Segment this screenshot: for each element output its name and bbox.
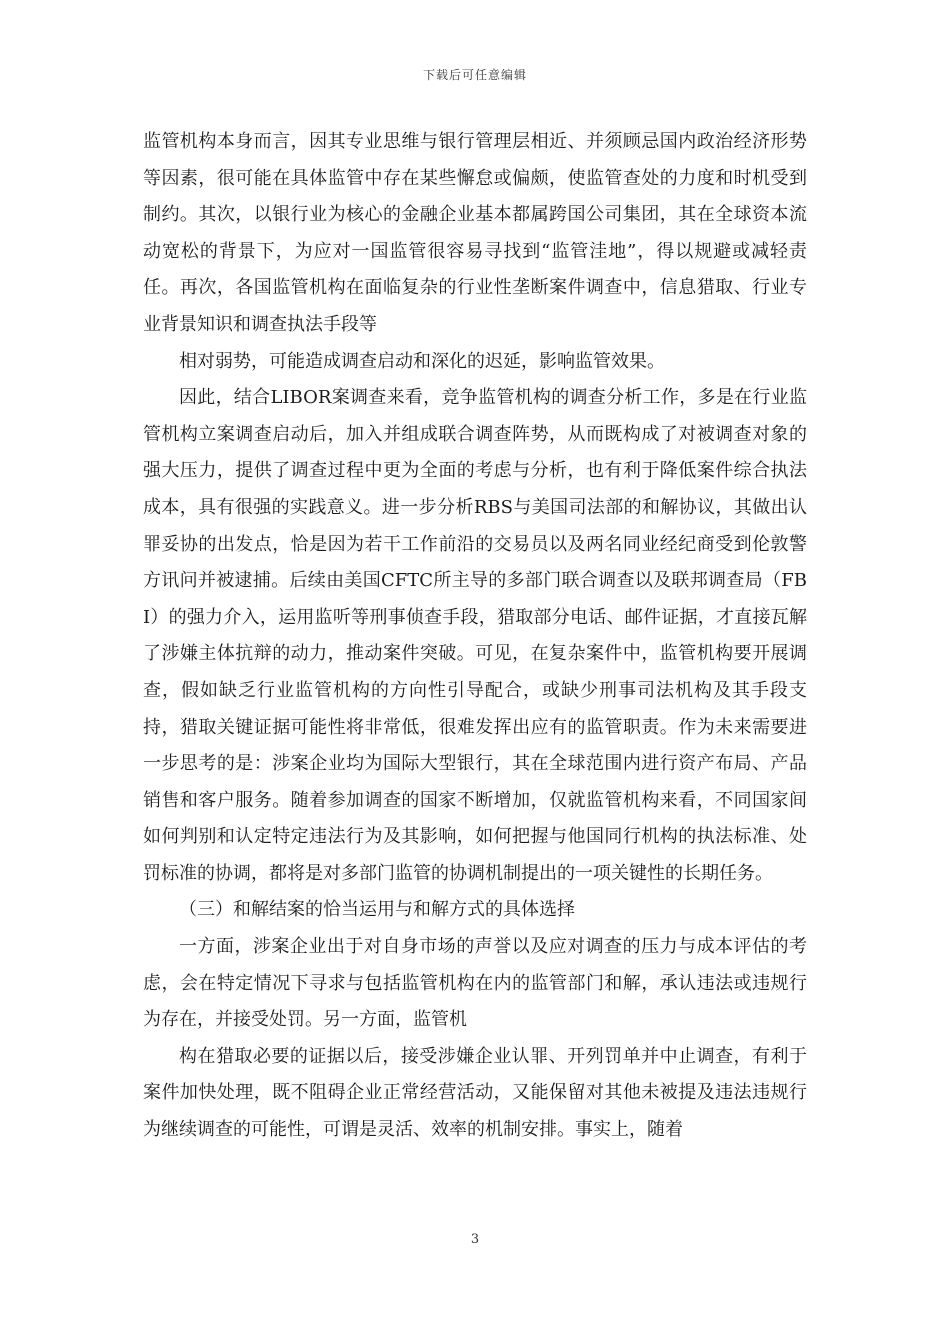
page-header: 下载后可任意编辑 — [422, 68, 527, 82]
paragraph-3: 因此，结合LIBOR案调查来看，竞争监管机构的调查分析工作，多是在行业监管机构立案调查启动后，加入并组成联合调查阵势，从而既构成了对被调查对象的强大压力，提供了调查过程中更为全面的考虑与分析，也有利于降低案件综合执法成本，具有很强的实践意义。进一步分析RBS与美国司法部的和解协议，其做出认罪妥协的出发点，恰是因为若干工作前沿的交易员以及两名同业经纪商受到伦敦警方讯问并被逮捕。后续由美国CFTC所主导的多部门联合调查以及联邦调查局（FBI）的强力介入，运用监听等刑事侦查手段，猎取部分电话、邮件证据，才直接瓦解了涉嫌主体抗辩的动力，推动案件突破。可见，在复杂案件中，监管机构要开展调查，假如缺乏行业监管机构的方向性引导配合，或缺少刑事司法机构及其手段支持，猎取关键证据可能性将非常低，很难发挥出应有的监管职责。作为未来需要进一步思考的是：涉案企业均为国际大型银行，其在全球范围内进行资产布局、产品销售和客户服务。随着参加调查的国家不断增加，仅就监管机构来看，不同国家间如何判别和认定特定违法行为及其影响，如何把握与他国同行机构的执法标准、处罚标准的协调，都将是对多部门监管的协调机制提出的一项关键性的长期任务。 — [143, 387, 807, 884]
paragraph-4: 一方面，涉案企业出于对自身市场的声誉以及应对调查的压力与成本评估的考虑，会在特定情况下寻求与包括监管机构在内的监管部门和解，承认违法或违规行为存在，并接受处罚。另一方面，监管机 — [143, 936, 807, 1031]
page-number: 3 — [470, 1232, 480, 1247]
section-heading: （三）和解结案的恰当运用与和解方式的具体选择 — [179, 899, 575, 921]
paragraph-1: 监管机构本身而言，因其专业思维与银行管理层相近、并须顾忌国内政治经济形势等因素，很可能在具体监管中存在某些懈怠或偏颇，使监管查处的力度和时机受到制约。其次，以银行业为核心的金融企业基本都属跨国公司集团，其在全球资本流动宽松的背景下，为应对一国监管很容易寻找到“监管洼地”，得以规避或减轻责任。再次，各国监管机构在面临复杂的行业性垄断案件调查中，信息猎取、行业专业背景知识和调查执法手段等 — [143, 131, 807, 335]
document-body — [143, 124, 807, 1149]
paragraph-2: 相对弱势，可能造成调查启动和深化的迟延，影响监管效果。 — [179, 350, 665, 372]
paragraph-5: 构在猎取必要的证据以后，接受涉嫌企业认罪、开列罚单并中止调查，有利于案件加快处理，既不阻碍企业正常经营活动，又能保留对其他未被提及违法违规行为继续调查的可能性，可谓是灵活、效率的机制安排。事实上，随着 — [143, 1045, 807, 1141]
